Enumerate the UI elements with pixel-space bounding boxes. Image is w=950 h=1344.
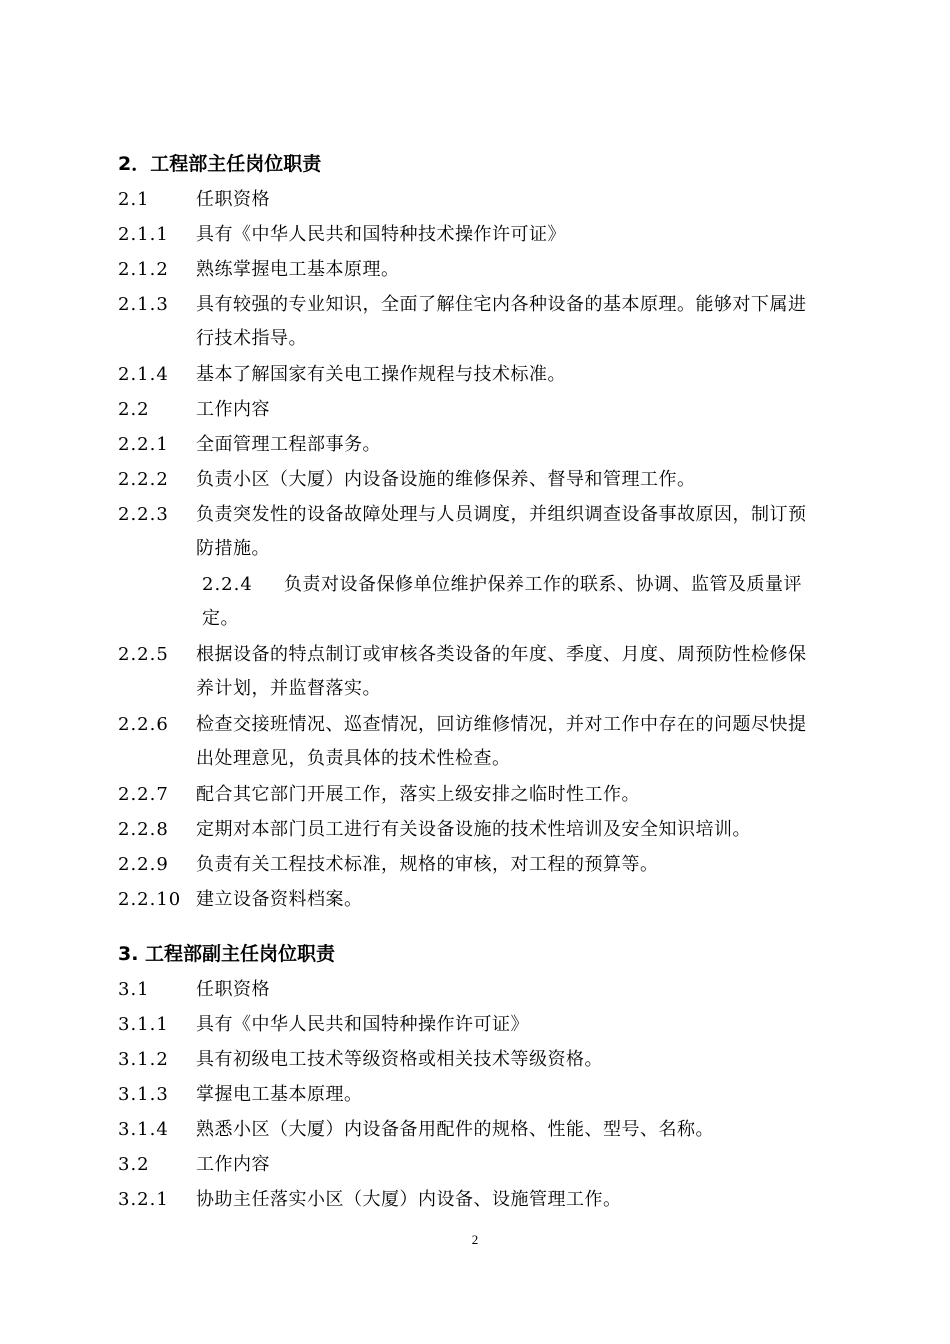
item-text-continued: 行技术指导。 [196,328,307,349]
item-text: 根据设备的特点制订或审核各类设备的年度、季度、月度、周预防性检修保 [196,644,807,665]
item-number: 3.1.4 [118,1119,169,1140]
item-number: 2.2.7 [118,784,169,805]
item-number: 2.1.1 [118,224,169,245]
item-text: 任职资格 [196,979,270,1000]
item-number: 3.1 [118,979,150,1000]
item-text: 负责小区（大厦）内设备设施的维修保养、督导和管理工作。 [196,469,696,490]
item-number: 2.2.3 [118,504,169,525]
section-2-heading: 2．工程部主任岗位职责 [118,153,322,175]
item-text: 建立设备资料档案。 [196,889,363,910]
item-number: 2.2.4 [202,574,253,595]
item-text-continued: 防措施。 [196,538,270,559]
item-text: 负责有关工程技术标准，规格的审核，对工程的预算等。 [196,854,659,875]
item-number: 2.1 [118,189,150,210]
item-text: 熟练掌握电工基本原理。 [196,259,400,280]
item-text: 基本了解国家有关电工操作规程与技术标准。 [196,364,566,385]
item-number: 2.2.9 [118,854,169,875]
item-text: 掌握电工基本原理。 [196,1084,363,1105]
item-number: 2.2.2 [118,469,169,490]
item-number: 3.2.1 [118,1189,169,1210]
item-text: 负责突发性的设备故障处理与人员调度，并组织调查设备事故原因，制订预 [196,504,807,525]
item-number: 3.1.3 [118,1084,169,1105]
item-text: 熟悉小区（大厦）内设备备用配件的规格、性能、型号、名称。 [196,1119,714,1140]
item-text: 具有《中华人民共和国特种操作许可证》 [196,1014,529,1035]
item-number: 2.1.4 [118,364,169,385]
item-text-continued: 养计划，并监督落实。 [196,678,381,699]
item-number: 2.2.1 [118,434,169,455]
item-text: 定期对本部门员工进行有关设备设施的技术性培训及安全知识培训。 [196,819,751,840]
item-number: 2.1.3 [118,294,169,315]
item-number: 2.2.6 [118,714,169,735]
item-number: 3.1.2 [118,1049,169,1070]
item-text-continued: 定。 [202,608,239,629]
item-text: 具有《中华人民共和国特种技术操作许可证》 [196,224,566,245]
page-number: 2 [471,1232,479,1247]
item-number: 2.2.8 [118,819,169,840]
item-text: 工作内容 [196,1154,270,1175]
item-number: 3.1.1 [118,1014,169,1035]
section-3-heading: 3. 工程部副主任岗位职责 [118,943,336,965]
item-text: 协助主任落实小区（大厦）内设备、设施管理工作。 [196,1189,622,1210]
item-text: 检查交接班情况、巡查情况，回访维修情况，并对工作中存在的问题尽快提 [196,714,807,735]
item-text: 全面管理工程部事务。 [196,434,381,455]
item-text: 配合其它部门开展工作，落实上级安排之临时性工作。 [196,784,640,805]
item-text: 负责对设备保修单位维护保养工作的联系、协调、监管及质量评 [284,574,802,595]
item-number: 2.2 [118,399,150,420]
item-number: 3.2 [118,1154,150,1175]
item-number: 2.2.10 [118,889,182,910]
item-text: 具有初级电工技术等级资格或相关技术等级资格。 [196,1049,603,1070]
item-text: 工作内容 [196,399,270,420]
item-number: 2.2.5 [118,644,169,665]
item-text: 具有较强的专业知识，全面了解住宅内各种设备的基本原理。能够对下属进 [196,294,807,315]
item-number: 2.1.2 [118,259,169,280]
item-text-continued: 出处理意见，负责具体的技术性检查。 [196,748,511,769]
item-text: 任职资格 [196,189,270,210]
